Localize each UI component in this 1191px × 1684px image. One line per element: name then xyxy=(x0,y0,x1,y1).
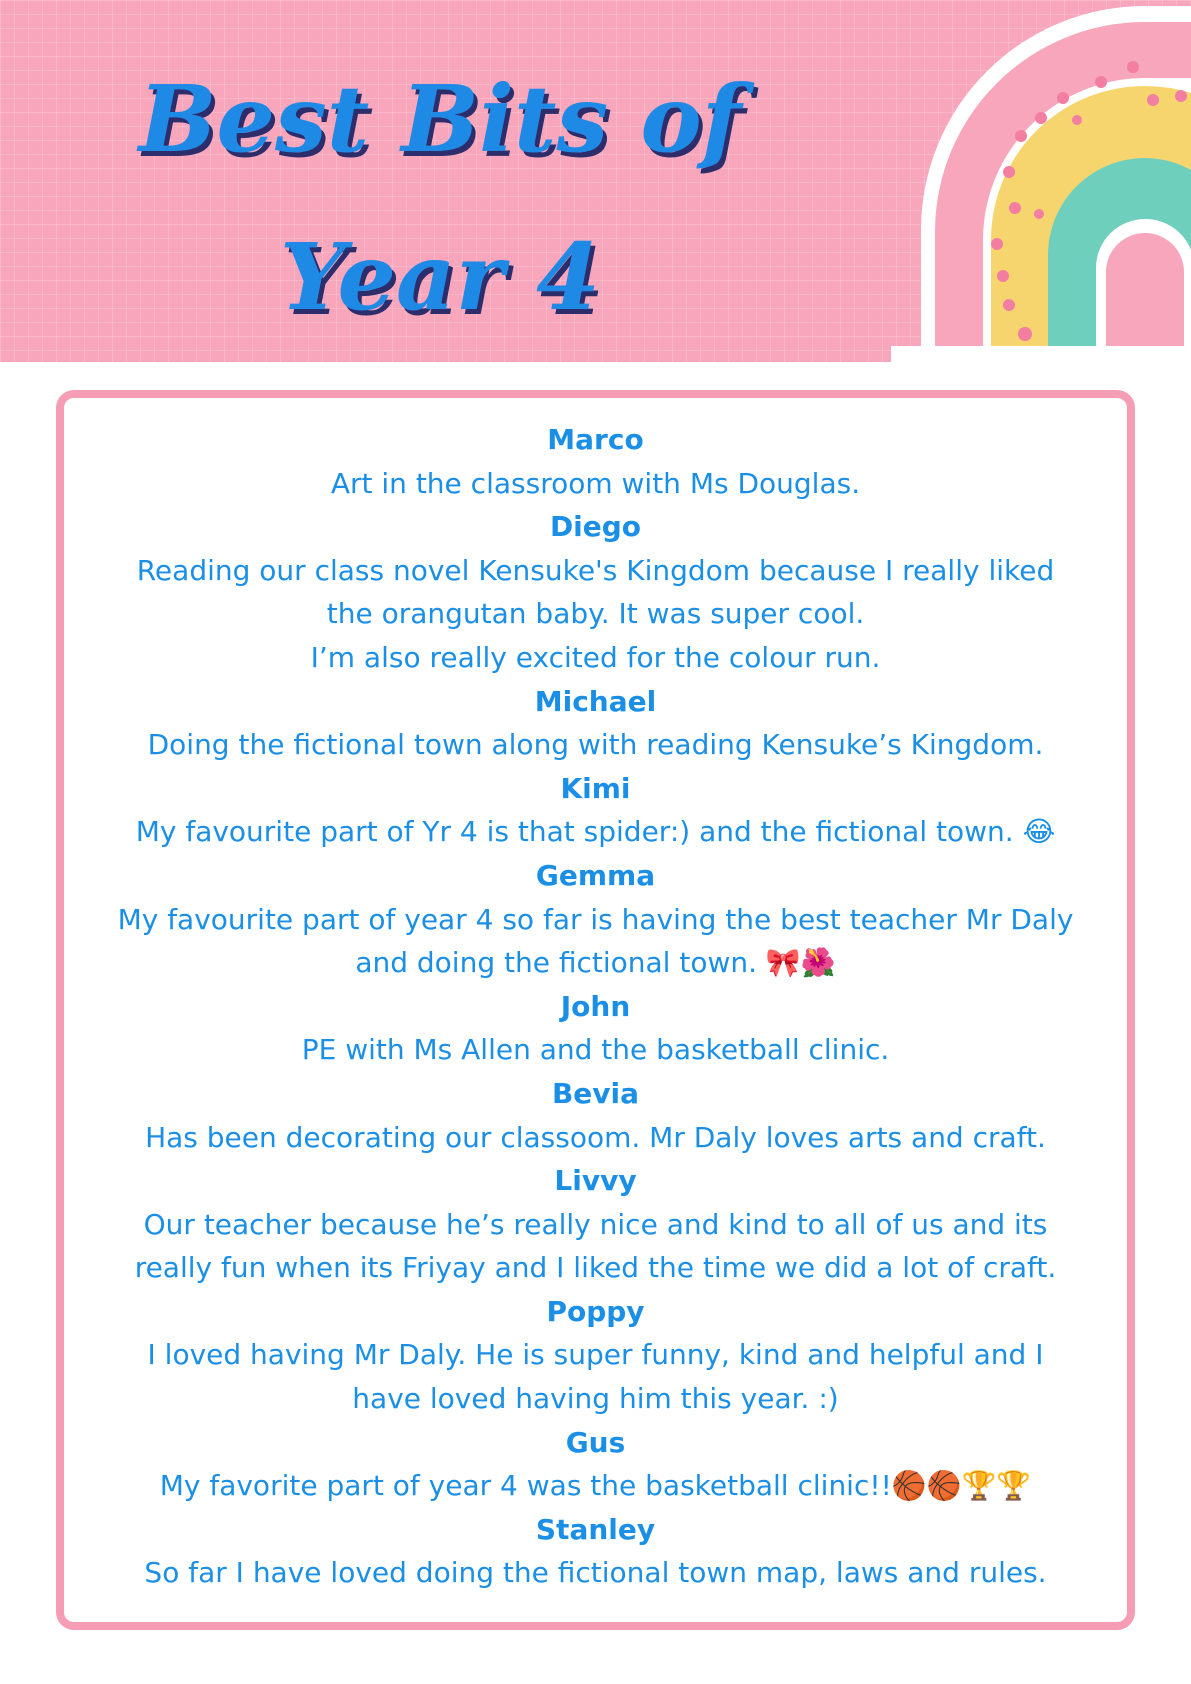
entry-gemma xyxy=(64,854,1127,985)
entry-name: Poppy xyxy=(546,1294,645,1328)
entry-message: Has been decorating our classoom. Mr Daly loves arts and craft. xyxy=(145,1120,1046,1154)
entries-card xyxy=(56,390,1135,1630)
entry-name: Gus xyxy=(565,1425,626,1459)
entry-gus xyxy=(64,1421,1127,1508)
entry-name: Kimi xyxy=(560,771,631,805)
entry-poppy xyxy=(64,1290,1127,1421)
entry-message: Reading our class novel Kensuke's Kingdom because I really liked the orangutan baby. It was super cool. I’m also really excited for the colour run. xyxy=(136,553,1055,674)
entry-name: John xyxy=(560,989,631,1023)
header-banner xyxy=(0,0,1191,362)
entry-michael xyxy=(64,680,1127,767)
entry-message: PE with Ms Allen and the basketball clinic. xyxy=(301,1033,890,1067)
entry-name: Livvy xyxy=(554,1164,637,1198)
entry-bevia xyxy=(64,1072,1127,1159)
entry-message: Doing the fictional town along with reading Kensuke’s Kingdom. xyxy=(147,728,1044,762)
title-line-1: Best Bits of xyxy=(138,65,742,173)
entry-message: Our teacher because he’s really nice and kind to all of us and its really fun when its Friyay and I liked the time we did a lot of craft. xyxy=(134,1207,1057,1285)
entry-message: My favorite part of year 4 was the basketball clinic!!🏀🏀🏆🏆 xyxy=(159,1469,1032,1503)
page-title xyxy=(100,40,780,356)
entry-john xyxy=(64,985,1127,1072)
entry-message: I loved having Mr Daly. He is super funny, kind and helpful and I have loved having him this year. :) xyxy=(147,1338,1044,1416)
entry-livvy xyxy=(64,1159,1127,1290)
entries-list xyxy=(64,418,1127,1595)
entry-kimi xyxy=(64,767,1127,854)
entry-name: Gemma xyxy=(535,858,656,892)
rainbow-illustration xyxy=(891,0,1191,362)
entry-diego xyxy=(64,505,1127,679)
entry-name: Stanley xyxy=(535,1512,656,1546)
entry-message: Art in the classroom with Ms Douglas. xyxy=(330,466,861,500)
entry-name: Diego xyxy=(549,510,642,544)
entry-name: Marco xyxy=(547,423,644,456)
entry-name: Bevia xyxy=(551,1076,640,1110)
entry-stanley xyxy=(64,1508,1127,1595)
entry-marco xyxy=(64,418,1127,505)
entry-message: My favourite part of Yr 4 is that spider:) and the fictional town. 😂 xyxy=(135,815,1056,849)
entry-name: Michael xyxy=(534,684,657,718)
title-line-2: Year 4 xyxy=(279,223,601,331)
entry-message: So far I have loved doing the fictional town map, laws and rules. xyxy=(144,1556,1047,1590)
entry-message: My favourite part of year 4 so far is having the best teacher Mr Daly and doing the fictional town. 🎀🌺 xyxy=(117,902,1074,980)
